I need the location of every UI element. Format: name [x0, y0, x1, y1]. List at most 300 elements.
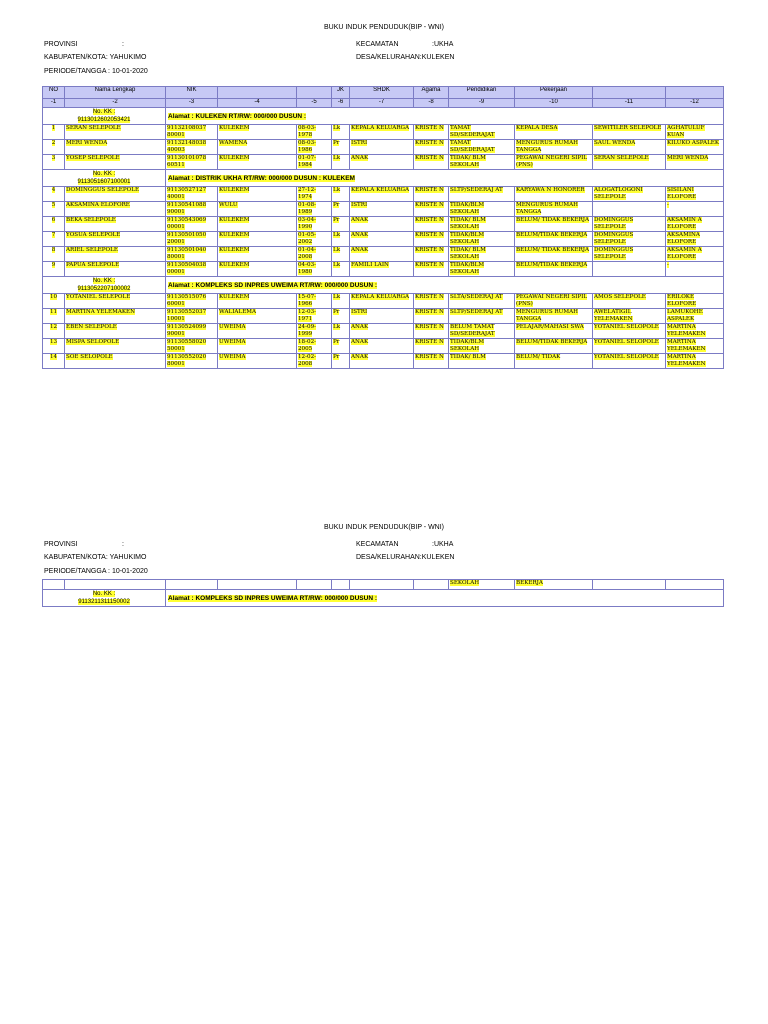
gender-cell [332, 187, 350, 202]
nik: 91130527127 40001 [167, 187, 207, 200]
header-agama: Agama [414, 87, 449, 99]
father-name-cell [593, 247, 666, 262]
family-relation: ANAK [351, 324, 369, 330]
full-name: MERI WENDA [66, 140, 108, 146]
father-name-cell [593, 187, 666, 202]
family-relation: FAMILI LAIN [351, 262, 389, 268]
index-cell: -5 [297, 99, 332, 108]
gender-cell [332, 247, 350, 262]
religion-cell [414, 339, 449, 354]
religion: KRISTE N [415, 339, 444, 345]
table-cell [43, 580, 65, 590]
birthplace-cell [218, 140, 297, 155]
mother-name: - [667, 262, 669, 268]
birthplace: KULEKEM [219, 217, 250, 223]
nik-cell [166, 155, 218, 170]
gender-cell [332, 309, 350, 324]
education: TIDAK/ BLM SEKOLAH [450, 155, 486, 168]
gender: Lk [333, 262, 341, 268]
full-name-cell [65, 217, 166, 232]
family-card-number [43, 170, 166, 187]
table-row [43, 125, 724, 140]
nik-cell [166, 354, 218, 369]
nik-cell [166, 202, 218, 217]
nik-cell [166, 309, 218, 324]
religion: KRISTE N [415, 309, 444, 315]
table-header-row [43, 87, 724, 99]
gender: Lk [333, 155, 341, 161]
birthplace-cell [218, 247, 297, 262]
kk-label: No. KK : [92, 109, 116, 115]
nik-cell [166, 324, 218, 339]
nik: 91130552020 80001 [167, 354, 207, 367]
birthplace-cell [218, 324, 297, 339]
family-card-number [43, 590, 166, 607]
nik-cell [166, 140, 218, 155]
mother-name-cell [666, 309, 724, 324]
continued-row [43, 580, 724, 590]
table-row [43, 294, 724, 309]
header-jk: JK [332, 87, 350, 99]
row-number-cell [43, 339, 65, 354]
education-cell [449, 140, 515, 155]
table-row [43, 354, 724, 369]
occupation-cell [515, 262, 593, 277]
table-cell [166, 580, 218, 590]
table-cell [666, 580, 724, 590]
religion: KRISTE N [415, 247, 444, 253]
mother-name-cell [666, 294, 724, 309]
father-name-cell [593, 232, 666, 247]
education-cell [449, 125, 515, 140]
religion: KRISTE N [415, 354, 444, 360]
mother-name: LAMUKOHE ASPALEK [667, 309, 703, 322]
row-number-cell [43, 217, 65, 232]
father-name: YOTANIEL SELOPOLE [594, 324, 659, 330]
gender: Lk [333, 324, 341, 330]
birthplace: KULEKEM [219, 125, 250, 131]
religion-cell [414, 202, 449, 217]
kabupaten-line: KABUPATEN/KOTA: YAHUKIMO [44, 554, 147, 561]
full-name-cell [65, 202, 166, 217]
nik: 91130501040 80001 [167, 247, 207, 260]
gender-cell [332, 125, 350, 140]
header-pendidikan: Pendidikan [449, 87, 515, 99]
birthplace: KULEKEM [219, 247, 250, 253]
birthplace-cell [218, 339, 297, 354]
nik-cell [166, 247, 218, 262]
occupation-cell [515, 339, 593, 354]
periode-line: PERIODE/TANGGA : 10-01-2020 [44, 68, 148, 75]
family-relation: ANAK [351, 339, 369, 345]
religion: KRISTE N [415, 294, 444, 300]
index-cell: -3 [166, 99, 218, 108]
row-number-cell [43, 324, 65, 339]
education: TIDAK/BLM SEKOLAH [450, 202, 485, 215]
occupation-cell [515, 202, 593, 217]
gender-cell [332, 354, 350, 369]
father-name: YOTANIEL SELOPOLE [594, 354, 659, 360]
full-name-cell [65, 247, 166, 262]
full-name: DOMINGGUS SELEPOLE [66, 187, 140, 193]
occupation: BELUM/TIDAK BEKERJA [516, 232, 588, 238]
table-row [43, 202, 724, 217]
row-number: 14 [49, 354, 58, 360]
index-cell: -1 [43, 99, 65, 108]
nik-cell [166, 339, 218, 354]
father-name-cell [593, 339, 666, 354]
education: SLTP/SEDERAJ AT [450, 309, 503, 315]
row-number: 12 [49, 324, 58, 330]
family-relation-cell [350, 125, 414, 140]
table-cell [414, 580, 449, 590]
father-name: ALOGATLOGONI SELEPOLE [594, 187, 643, 200]
birthdate-cell [297, 217, 332, 232]
birthdate-cell [297, 262, 332, 277]
kk-number: 9113052207100002 [77, 286, 131, 292]
provinsi-label: PROVINSI [44, 41, 78, 48]
gender-cell [332, 294, 350, 309]
father-name-cell [593, 125, 666, 140]
family-address [166, 590, 724, 607]
birthplace: WAMENA [219, 140, 248, 146]
full-name: YOSEP SELEPOLE [66, 155, 120, 161]
row-number: 4 [51, 187, 56, 193]
full-name-cell [65, 262, 166, 277]
birthdate: 01-04- 2008 [298, 247, 317, 260]
mother-name-cell [666, 187, 724, 202]
occupation-cell [515, 155, 593, 170]
family-relation-cell [350, 309, 414, 324]
gender: Lk [333, 187, 341, 193]
occupation-cell [515, 354, 593, 369]
education-cell [449, 309, 515, 324]
header-col-4 [218, 87, 297, 99]
full-name: PAPUA SELEPOLE [66, 262, 120, 268]
education-cell [449, 324, 515, 339]
education-cell [449, 247, 515, 262]
father-name-cell [593, 354, 666, 369]
occupation-cell [515, 247, 593, 262]
mother-name: - [667, 202, 669, 208]
occupation: PELAJAR/MAHASI SWA [516, 324, 584, 330]
header-shdk: SHDK [350, 87, 414, 99]
full-name-cell [65, 294, 166, 309]
nik-cell [166, 125, 218, 140]
birthdate-cell [297, 324, 332, 339]
kk-label: No. KK : [92, 278, 116, 284]
family-relation: ISTRI [351, 202, 368, 208]
birthdate: 27-12- 1974 [298, 187, 317, 200]
gender: Pr [333, 140, 340, 146]
kecamatan-value: :UKHA [432, 541, 454, 548]
birthplace-cell [218, 354, 297, 369]
gender: Pr [333, 217, 340, 223]
birthdate-cell [297, 202, 332, 217]
family-relation: ISTRI [351, 309, 368, 315]
family-relation-cell [350, 339, 414, 354]
table-cell [593, 580, 666, 590]
gender: Pr [333, 354, 340, 360]
birthdate: 01-05- 2002 [298, 232, 317, 245]
family-relation: KEPALA KELUARGA [351, 187, 410, 193]
row-number-cell [43, 155, 65, 170]
table-cell: BEKERJA [515, 580, 593, 590]
address-text: Alamat : KOMPLEKS SD INPRES UWEIMA RT/RW: 000/000 DUSUN : [168, 281, 377, 289]
full-name: MISPA SELOPOLE [66, 339, 120, 345]
address-text: Alamat : DISTRIK UKHA RT/RW: 000/000 DUSUN : KULEKEM [168, 174, 355, 182]
index-cell: -8 [414, 99, 449, 108]
religion-cell [414, 155, 449, 170]
gender: Lk [333, 232, 341, 238]
father-name: DOMINGGUS SELEPOLE [594, 217, 634, 230]
occupation: MENGURUS RUMAH TANGGA [516, 140, 578, 153]
family-relation-cell [350, 294, 414, 309]
full-name-cell [65, 155, 166, 170]
full-name-cell [65, 324, 166, 339]
family-relation-cell [350, 354, 414, 369]
full-name: MARTINA YELEMAKEN [66, 309, 136, 315]
mother-name: AGHATULUF KUAN [667, 125, 705, 138]
family-card-number [43, 277, 166, 294]
header-col-5 [297, 87, 332, 99]
birthplace-cell [218, 202, 297, 217]
birthdate: 18-02- 2005 [298, 339, 317, 352]
nik: 91130101078 60511 [167, 155, 207, 168]
birthdate-cell [297, 339, 332, 354]
nik: 91132148038 40003 [167, 140, 207, 153]
row-number: 8 [51, 247, 56, 253]
mother-name: AKSAMIN A ELOFORE [667, 247, 702, 260]
father-name-cell [593, 262, 666, 277]
family-relation: ANAK [351, 247, 369, 253]
family-relation: ANAK [351, 155, 369, 161]
table-row [43, 309, 724, 324]
full-name: SOE SELOPOLE [66, 354, 113, 360]
education: TIDAK/BLM SEKOLAH [450, 339, 485, 352]
religion: KRISTE N [415, 202, 444, 208]
education: TIDAK/BLM SEKOLAH [450, 262, 485, 275]
education: TIDAK/ BLM [450, 354, 486, 360]
provinsi-label: PROVINSI [44, 541, 78, 548]
birthplace: WULU [219, 202, 238, 208]
gender-cell [332, 324, 350, 339]
religion-cell [414, 232, 449, 247]
periode-line: PERIODE/TANGGA : 10-01-2020 [44, 568, 148, 575]
father-name: AWELATIGIL YELEMAKEN [594, 309, 633, 322]
header-col-12 [666, 87, 724, 99]
birthplace: KULEKEM [219, 232, 250, 238]
header-nama: Nama Lengkap [65, 87, 166, 99]
nik: 91130515076 60001 [167, 294, 207, 307]
occupation: BELUM/ TIDAK BEKERJA [516, 217, 590, 223]
birthdate-cell [297, 354, 332, 369]
nik: 91130543069 00001 [167, 217, 207, 230]
education-cell [449, 262, 515, 277]
family-relation-cell [350, 217, 414, 232]
education: TAMAT SD/SEDERAJAT [450, 125, 495, 138]
gender: Pr [333, 339, 340, 345]
row-number-cell [43, 140, 65, 155]
religion-cell [414, 217, 449, 232]
nik-cell [166, 217, 218, 232]
table-row [43, 232, 724, 247]
address-text: Alamat : KULEKEN RT/RW: 000/000 DUSUN : [168, 112, 307, 120]
occupation-cell [515, 324, 593, 339]
occupation: BELUM/ TIDAK [516, 354, 561, 360]
full-name-cell [65, 354, 166, 369]
religion: KRISTE N [415, 187, 444, 193]
family-card-row [43, 277, 724, 294]
gender-cell [332, 140, 350, 155]
birthdate: 12-02- 2008 [298, 354, 317, 367]
father-name: AMOS SELEPOLE [594, 294, 646, 300]
nik-cell [166, 294, 218, 309]
religion: KRISTE N [415, 262, 444, 268]
mother-name: AKSAMINA ELOFORE [667, 232, 700, 245]
occupation-cell [515, 232, 593, 247]
nik-cell [166, 262, 218, 277]
family-relation-cell [350, 262, 414, 277]
header-nik: NIK [166, 87, 218, 99]
birthplace-cell [218, 187, 297, 202]
index-cell: -2 [65, 99, 166, 108]
full-name: AKSAMINA ELOFORE [66, 202, 130, 208]
family-relation: KEPALA KELUARGA [351, 125, 410, 131]
kk-label: No. KK : [92, 171, 116, 177]
family-card-row [43, 108, 724, 125]
family-relation-cell [350, 187, 414, 202]
index-cell: -11 [593, 99, 666, 108]
family-address [166, 170, 724, 187]
birthdate: 01-08- 1989 [298, 202, 317, 215]
birthplace: KULEKEM [219, 294, 250, 300]
row-number: 11 [49, 309, 58, 315]
birthdate-cell [297, 187, 332, 202]
nik: 91132108037 80001 [167, 125, 207, 138]
mother-name-cell [666, 155, 724, 170]
table-row [43, 262, 724, 277]
mother-name-cell [666, 339, 724, 354]
occupation-cell [515, 187, 593, 202]
father-name: SAUL WENDA [594, 140, 636, 146]
birthdate: 08-03- 1978 [298, 125, 317, 138]
birthplace: KULEKEM [219, 155, 250, 161]
occupation-cell [515, 309, 593, 324]
education-cell [449, 202, 515, 217]
mother-name: SISILANI ELOFORE [667, 187, 697, 200]
family-relation: KEPALA KELUARGA [351, 294, 410, 300]
index-cell: -12 [666, 99, 724, 108]
row-number-cell [43, 309, 65, 324]
birthplace: KULEKEM [219, 187, 250, 193]
birthdate: 08-03- 1986 [298, 140, 317, 153]
birthplace: UWEIMA [219, 324, 246, 330]
birthplace-cell [218, 125, 297, 140]
page-title: BUKU INDUK PENDUDUK(BIP - WNI) [323, 24, 445, 31]
religion-cell [414, 247, 449, 262]
kecamatan-label: KECAMATAN [356, 541, 399, 548]
family-card-number [43, 108, 166, 125]
religion: KRISTE N [415, 125, 444, 131]
row-number: 1 [51, 125, 56, 131]
gender: Pr [333, 309, 340, 315]
mother-name-cell [666, 140, 724, 155]
occupation: KARYAWA N HONORER [516, 187, 585, 193]
education-cell [449, 187, 515, 202]
table-cell [332, 580, 350, 590]
row-number: 10 [49, 294, 58, 300]
nik: 91130552037 10001 [167, 309, 207, 322]
father-name: SEWITILER SELEPOLE [594, 125, 662, 131]
occupation-cell [515, 125, 593, 140]
birthdate-cell [297, 247, 332, 262]
birthplace-cell [218, 309, 297, 324]
birthdate-cell [297, 155, 332, 170]
birthdate: 12-03- 1971 [298, 309, 317, 322]
religion: KRISTE N [415, 140, 444, 146]
father-name-cell [593, 155, 666, 170]
table-cell: SEKOLAH [449, 580, 515, 590]
education-cell [449, 217, 515, 232]
population-register-table [42, 86, 724, 369]
father-name-cell [593, 217, 666, 232]
gender-cell [332, 202, 350, 217]
index-cell: -9 [449, 99, 515, 108]
row-number-cell [43, 187, 65, 202]
gender: Pr [333, 202, 340, 208]
birthdate-cell [297, 140, 332, 155]
birthplace-cell [218, 155, 297, 170]
religion-cell [414, 187, 449, 202]
religion-cell [414, 324, 449, 339]
full-name: YOSUA SELEPOLE [66, 232, 121, 238]
full-name: BEKA SELEPOLE [66, 217, 116, 223]
family-relation: ANAK [351, 217, 369, 223]
education: TIDAK/ BLM SEKOLAH [450, 217, 486, 230]
education: TAMAT SD/SEDERAJAT [450, 140, 495, 153]
father-name: DOMINGGUS SELEPOLE [594, 247, 634, 260]
row-number-cell [43, 247, 65, 262]
table-row [43, 339, 724, 354]
mother-name-cell [666, 262, 724, 277]
table-cell [350, 580, 414, 590]
education-cell [449, 155, 515, 170]
birthdate: 01-07- 1984 [298, 155, 317, 168]
desa-line: DESA/KELURAHAN:KULEKEN [356, 54, 455, 61]
birthplace: WALIALEMA [219, 309, 257, 315]
birthdate: 03-04- 1990 [298, 217, 317, 230]
nik: 91130524099 90001 [167, 324, 207, 337]
occupation: BELUM/ TIDAK BEKERJA [516, 247, 590, 253]
header-col-11 [593, 87, 666, 99]
kk-number: 9113012602053421 [77, 117, 131, 123]
family-relation: ISTRI [351, 140, 368, 146]
mother-name-cell [666, 324, 724, 339]
occupation-cell [515, 140, 593, 155]
table-cell [218, 580, 297, 590]
nik: 91130541088 90001 [167, 202, 207, 215]
education-cell [449, 354, 515, 369]
table-row [43, 155, 724, 170]
father-name: DOMINGGUS SELEPOLE [594, 232, 634, 245]
religion: KRISTE N [415, 155, 444, 161]
education: BELUM TAMAT SD/SEDERAJAT [450, 324, 495, 337]
occupation: KEPALA DESA [516, 125, 558, 131]
occupation: BELUM/TIDAK BEKERJA [516, 262, 588, 268]
family-relation-cell [350, 232, 414, 247]
family-relation-cell [350, 140, 414, 155]
